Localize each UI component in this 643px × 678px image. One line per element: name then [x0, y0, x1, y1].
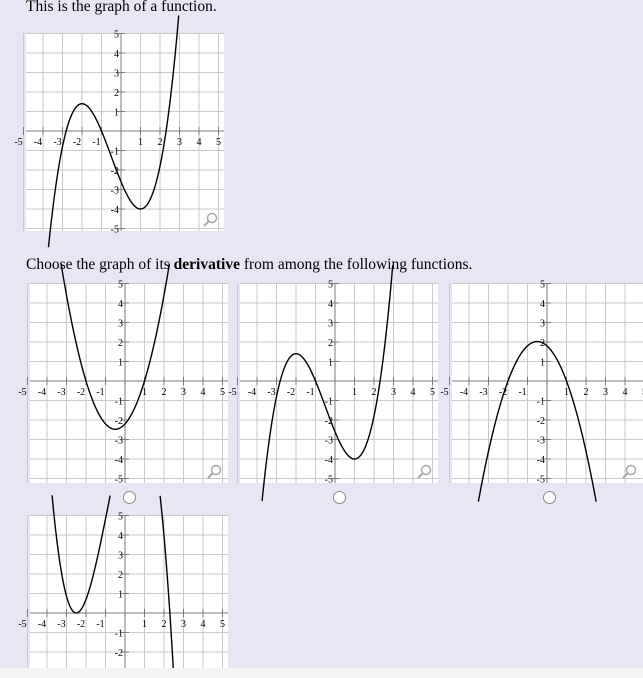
x-tick-label: 4 — [200, 619, 206, 630]
y-tick-label: -1 — [324, 396, 333, 408]
prompt-bold: derivative — [173, 256, 240, 273]
option-d-graph — [18, 511, 228, 678]
y-tick-label: -5 — [110, 224, 119, 236]
y-tick-label: 3 — [118, 318, 123, 330]
y-tick-label: -3 — [114, 435, 123, 447]
option-c-radio[interactable] — [543, 491, 556, 504]
x-tick-label: 3 — [391, 387, 396, 398]
x-tick-label: 1 — [352, 387, 357, 398]
y-tick-label: 5 — [328, 279, 333, 291]
option-d-svg — [18, 511, 228, 678]
y-tick-label: 4 — [118, 299, 123, 310]
x-tick-label: -4 — [37, 619, 47, 630]
x-tick-label: -2 — [286, 387, 296, 398]
option-c-svg — [440, 279, 643, 486]
option-b-radio[interactable] — [333, 491, 346, 504]
y-tick-label: 1 — [114, 107, 119, 119]
x-tick-label: 4 — [622, 387, 628, 398]
zoom-icon[interactable] — [204, 214, 217, 227]
x-tick-label: -3 — [53, 137, 62, 148]
x-tick-label: 4 — [196, 137, 202, 148]
x-tick-label: -3 — [267, 387, 276, 398]
zoom-icon[interactable] — [208, 466, 221, 479]
function-graph — [14, 29, 224, 236]
y-tick-label: 1 — [118, 357, 123, 369]
y-tick-label: -2 — [114, 416, 123, 427]
x-tick-label: -3 — [479, 387, 488, 398]
y-tick-label: -4 — [324, 455, 333, 466]
y-tick-label: -4 — [110, 205, 119, 216]
y-tick-label: -1 — [110, 146, 119, 158]
x-tick-label: -5 — [228, 387, 237, 398]
x-tick-label: 1 — [564, 387, 569, 398]
x-tick-label: -4 — [37, 387, 47, 398]
x-tick-label: 2 — [371, 387, 377, 398]
question-intro: This is the graph of a function. — [26, 0, 217, 15]
x-tick-label: -5 — [14, 137, 23, 148]
y-tick-label: -2 — [324, 416, 333, 427]
function-svg — [14, 29, 224, 236]
x-tick-label: -3 — [57, 619, 66, 630]
y-tick-label: 5 — [118, 279, 123, 291]
option-a-radio[interactable] — [123, 491, 136, 504]
y-tick-label: 1 — [328, 357, 333, 369]
x-tick-label: -5 — [18, 387, 27, 398]
x-tick-label: -1 — [96, 619, 105, 630]
x-tick-label: 5 — [220, 619, 225, 630]
y-tick-label: -3 — [110, 185, 119, 197]
y-tick-label: -5 — [114, 474, 123, 486]
x-tick-label: -2 — [498, 387, 508, 398]
y-tick-label: 4 — [114, 49, 119, 60]
y-tick-label: 2 — [118, 338, 123, 349]
x-tick-label: 2 — [583, 387, 589, 398]
option-c-graph — [440, 279, 643, 486]
x-tick-label: 1 — [142, 619, 147, 630]
y-tick-label: 1 — [118, 589, 123, 601]
x-tick-label: -4 — [247, 387, 257, 398]
y-tick-label: 4 — [118, 531, 123, 542]
x-tick-label: 5 — [220, 387, 225, 398]
x-tick-label: -1 — [92, 137, 101, 148]
y-tick-label: -1 — [536, 396, 545, 408]
x-tick-label: -1 — [518, 387, 527, 398]
y-tick-label: -2 — [110, 166, 119, 177]
x-tick-label: 1 — [142, 387, 147, 398]
y-tick-label: -2 — [536, 416, 545, 427]
question-prompt — [26, 256, 472, 274]
option-a-svg — [18, 279, 228, 486]
option-d-curve — [52, 495, 175, 678]
y-tick-label: -1 — [114, 396, 123, 408]
x-tick-label: -2 — [76, 619, 86, 630]
option-b-graph — [228, 279, 438, 486]
y-tick-label: 3 — [114, 68, 119, 80]
x-tick-label: -1 — [306, 387, 315, 398]
x-tick-label: 2 — [157, 137, 163, 148]
x-tick-label: 5 — [216, 137, 221, 148]
x-tick-label: 3 — [603, 387, 608, 398]
y-tick-label: -4 — [536, 455, 545, 466]
x-tick-label: 5 — [430, 387, 435, 398]
y-tick-label: -5 — [324, 474, 333, 486]
x-tick-label: 3 — [181, 387, 186, 398]
x-tick-label: -5 — [440, 387, 449, 398]
y-tick-label: 5 — [114, 29, 119, 41]
x-tick-label: 2 — [161, 619, 167, 630]
y-tick-label: -1 — [114, 628, 123, 640]
x-tick-label: -2 — [76, 387, 86, 398]
x-tick-label: -3 — [57, 387, 66, 398]
y-tick-label: 4 — [540, 299, 545, 310]
y-tick-label: 3 — [118, 550, 123, 562]
y-tick-label: -5 — [536, 474, 545, 486]
x-tick-label: -5 — [18, 619, 27, 630]
x-tick-label: -4 — [459, 387, 469, 398]
x-tick-label: 4 — [410, 387, 416, 398]
zoom-icon[interactable] — [418, 466, 431, 479]
y-tick-label: 5 — [540, 279, 545, 291]
prompt-after: from among the following functions. — [239, 256, 473, 273]
y-tick-label: -3 — [324, 435, 333, 447]
x-tick-label: 1 — [138, 137, 143, 148]
y-tick-label: -4 — [114, 455, 123, 466]
x-tick-label: 3 — [177, 137, 182, 148]
x-tick-label: 4 — [200, 387, 206, 398]
y-tick-label: 5 — [118, 511, 123, 523]
x-tick-label: 3 — [181, 619, 186, 630]
y-tick-label: 2 — [540, 338, 545, 349]
y-tick-label: 2 — [328, 338, 333, 349]
y-tick-label: 4 — [328, 299, 333, 310]
y-tick-label: 2 — [118, 570, 123, 581]
x-tick-label: -1 — [96, 387, 105, 398]
x-tick-label: -2 — [72, 137, 82, 148]
x-tick-label: -4 — [33, 137, 43, 148]
option-b-svg — [228, 279, 438, 486]
y-tick-label: 1 — [540, 357, 545, 369]
prompt-before: Choose the graph of its — [26, 256, 174, 273]
x-tick-label: 2 — [161, 387, 167, 398]
y-tick-label: 2 — [114, 88, 119, 99]
bottom-strip — [0, 668, 643, 678]
y-tick-label: 3 — [540, 318, 545, 330]
y-tick-label: -3 — [536, 435, 545, 447]
y-tick-label: -2 — [114, 648, 123, 659]
y-tick-label: 3 — [328, 318, 333, 330]
option-a-graph — [18, 279, 228, 486]
